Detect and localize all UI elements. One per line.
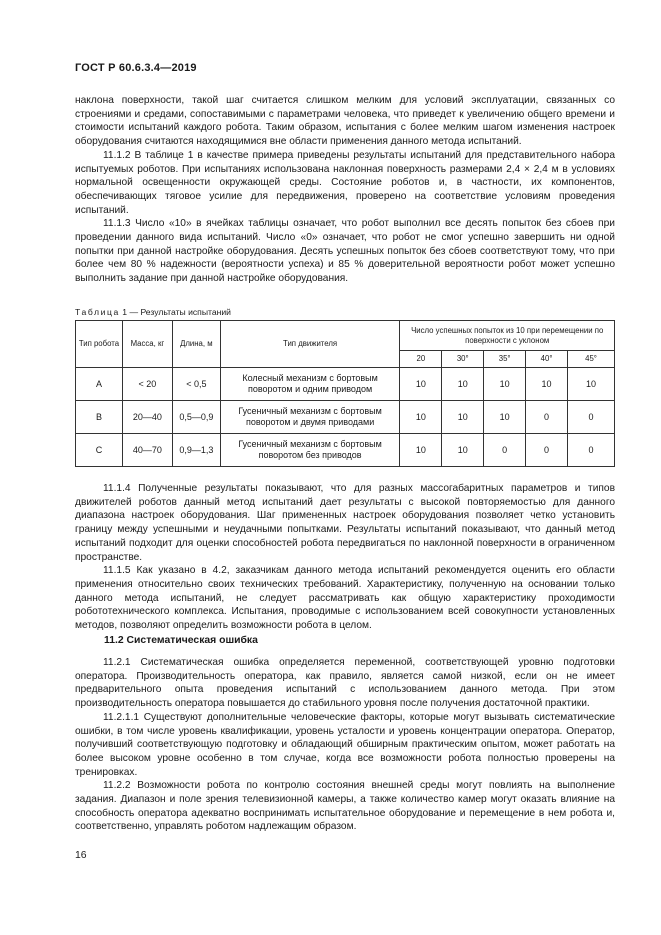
document-header: ГОСТ Р 60.6.3.4—2019 xyxy=(75,62,197,74)
table-caption-prefix: Таблица xyxy=(75,307,120,317)
cell-value: 10 xyxy=(526,368,568,401)
cell-length: 0,9—1,3 xyxy=(172,434,220,467)
cell-value: 10 xyxy=(484,368,526,401)
cell-value: 10 xyxy=(442,434,484,467)
cell-value: 10 xyxy=(400,434,442,467)
cell-value: 10 xyxy=(442,401,484,434)
col-header-angle: 35° xyxy=(484,351,526,368)
cell-type: C xyxy=(76,434,123,467)
col-header-motion: Тип движителя xyxy=(220,321,400,368)
col-header-length: Длина, м xyxy=(172,321,220,368)
cell-type: A xyxy=(76,368,123,401)
text-block-systematic-error xyxy=(75,656,615,834)
cell-value: 10 xyxy=(568,368,615,401)
paragraph-11-1-3: 11.1.3 Число «10» в ячейках таблицы означает, что робот выполнил все десять попыток без сбоев при проведении данного вида испытаний. Число «0» означает, что робот не смог успешно завершить ни одной попытки при данной настройке оборудования. Десять успешных попыток без сбоев соответствуют тому, что при более чем 80 % надежности (вероятности успеха) и 85 % доверительной вероятности робот может успешно выполнить задание при данной настройке оборудования. xyxy=(75,218,615,285)
cell-length: 0,5—0,9 xyxy=(172,401,220,434)
cell-motion: Гусеничный механизм с бортовым поворотом и двумя приводами xyxy=(220,401,400,434)
cell-motion: Гусеничный механизм с бортовым поворотом без приводов xyxy=(220,434,400,467)
cell-value: 10 xyxy=(400,401,442,434)
cell-value: 10 xyxy=(442,368,484,401)
cell-motion: Колесный механизм с бортовым поворотом и одним приводом xyxy=(220,368,400,401)
text-block-intro xyxy=(75,94,615,286)
text-block-results xyxy=(75,482,615,633)
paragraph-11-1-2: 11.1.2 В таблице 1 в качестве примера приведены результаты испытаний для представительного набора испытуемых роботов. При испытаниях использована наклонная поверхность размерами 2,4 × 2,4 м в условиях нормальной освещенности окружающей среды. Состояние роботов и, в частности, их компонентов, обеспечивающих тяговое усилие для передвижения, проверено на соответствие условиям проведения испытаний. xyxy=(75,149,615,216)
cell-value: 10 xyxy=(484,401,526,434)
cell-value: 0 xyxy=(526,401,568,434)
section-title: 11.2 Систематическая ошибка xyxy=(104,635,258,646)
cell-value: 10 xyxy=(400,368,442,401)
page-number: 16 xyxy=(75,850,87,861)
table-caption-rest: 1 — Результаты испытаний xyxy=(119,307,231,317)
cell-value: 0 xyxy=(484,434,526,467)
cell-mass: 40—70 xyxy=(122,434,172,467)
cell-value: 0 xyxy=(526,434,568,467)
table-row xyxy=(76,368,615,401)
cell-value: 0 xyxy=(568,434,615,467)
table-row xyxy=(76,434,615,467)
cell-mass: < 20 xyxy=(122,368,172,401)
col-header-angle: 30° xyxy=(442,351,484,368)
paragraph: наклона поверхности, такой шаг считается слишком мелким для условий эксплуатации, связанных со строениями и средами, сопоставимыми с параметрами человека, что приведет к увеличению общего времени и стоимости испытаний каждого робота. Таким образом, испытания с более мелким шагом изменения настроек оборудования считаются находящимися вне области применения данного метода испытаний. xyxy=(75,95,615,148)
paragraph-11-2-1-1: 11.2.1.1 Существуют дополнительные человеческие факторы, которые могут вызывать систематические ошибки, в том числе уровень квалификации, уровень усталости и уровень концентрации оператора. Оператор, получивший соответствующую подготовку и обладающий обширным практическим опытом, может работать на более высоком уровне особенно в том случае, когда все возможности робота полностью проверены на тренировках. xyxy=(75,711,615,778)
col-header-angle: 45° xyxy=(568,351,615,368)
cell-value: 0 xyxy=(568,401,615,434)
cell-mass: 20—40 xyxy=(122,401,172,434)
paragraph-11-1-4: 11.1.4 Полученные результаты показывают, что для разных массогабаритных параметров и типов движителей роботов данный метод испытаний дает результаты с высокой повторяемостью для данного диапазона настроек оборудования. Шаг примененных настроек оборудования позволяет четко установить границу между успешными и неудачными попытками. Результаты испытаний показывают, что данный метод испытаний подходит для оценки способностей робота передвигаться по наклонной поверхности в ограниченном пространстве. xyxy=(75,483,615,563)
cell-type: B xyxy=(76,401,123,434)
table-caption xyxy=(75,307,231,317)
col-header-type: Тип робота xyxy=(76,321,123,368)
cell-length: < 0,5 xyxy=(172,368,220,401)
col-header-mass: Масса, кг xyxy=(122,321,172,368)
paragraph-11-1-5: 11.1.5 Как указано в 4.2, заказчикам данного метода испытаний рекомендуется оценить его области применения относительно своих технических требований. Характеристику, полученную на основании только данного метода испытаний, не следует рассматривать как общую характеристику проходимости робототехнического комплекса. Испытания, проводимые с использованием всей совокупности установленных методов, позволяют определить возможности робота в целом. xyxy=(75,565,615,632)
paragraph-11-2-1: 11.2.1 Систематическая ошибка определяется переменной, соответствующей уровню подготовки оператора. Производительность оператора, как правило, является самой низкой, если он не имеет предварительного опыта проведения испытаний с использованием данного метода. При этом производительность оператора повышается до стабильного уровня после получения достаточной практики. xyxy=(75,657,615,710)
col-header-angle: 40° xyxy=(526,351,568,368)
paragraph-11-2-2: 11.2.2 Возможности робота по контролю состояния внешней среды могут повлиять на выполнение задания. Диапазон и поле зрения телевизионной камеры, а также количество камер могут оказать влияние на способность оператора адекватно воспринимать испытательное оборудование и перемещение в нем робота и, соответственно, управлять роботом надлежащим образом. xyxy=(75,780,615,833)
col-header-angle: 20 xyxy=(400,351,442,368)
table-row xyxy=(76,401,615,434)
col-header-attempts: Число успешных попыток из 10 при перемещении по поверхности с уклоном xyxy=(400,321,615,351)
results-table xyxy=(75,320,615,467)
